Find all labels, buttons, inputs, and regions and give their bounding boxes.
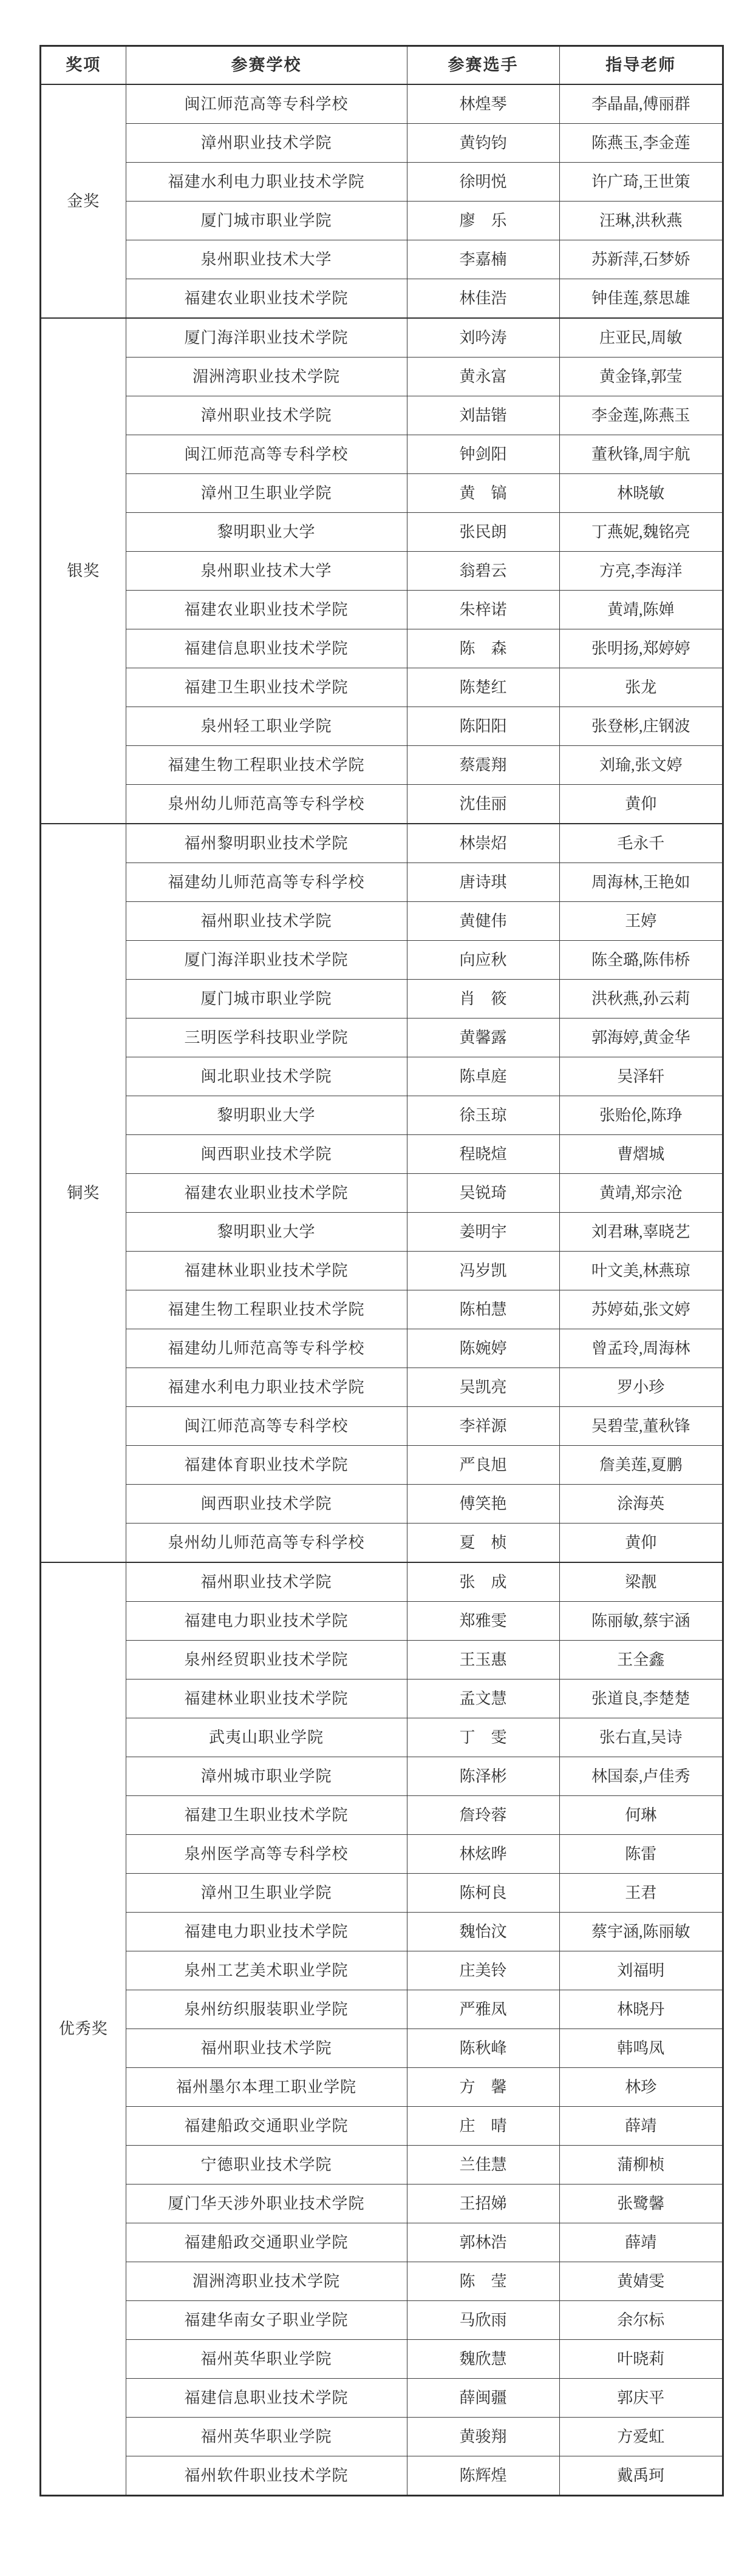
school-cell: 厦门城市职业学院 xyxy=(126,980,407,1019)
teacher-cell: 李金莲,陈燕玉 xyxy=(559,396,723,435)
table-row xyxy=(41,1096,723,1135)
teacher-cell: 郭海婷,黄金华 xyxy=(559,1019,723,1057)
teacher-cell: 黄靖,陈婵 xyxy=(559,591,723,629)
school-cell: 漳州城市职业学院 xyxy=(126,1757,407,1796)
school-cell: 福建信息职业技术学院 xyxy=(126,2379,407,2418)
contestant-cell: 吴凯亮 xyxy=(407,1368,559,1407)
school-cell: 福建电力职业技术学院 xyxy=(126,1913,407,1951)
school-cell: 漳州职业技术学院 xyxy=(126,124,407,163)
table-row xyxy=(41,1718,723,1757)
table-row xyxy=(41,240,723,279)
contestant-cell: 方 馨 xyxy=(407,2068,559,2107)
table-row xyxy=(41,824,723,863)
table-row xyxy=(41,1252,723,1290)
contestant-cell: 陈泽彬 xyxy=(407,1757,559,1796)
table-row xyxy=(41,435,723,474)
contestant-cell: 郑雅雯 xyxy=(407,1602,559,1641)
table-row xyxy=(41,1562,723,1602)
award-cell: 银奖 xyxy=(41,318,126,824)
school-cell: 厦门城市职业学院 xyxy=(126,202,407,240)
table-row xyxy=(41,163,723,202)
school-cell: 黎明职业大学 xyxy=(126,1096,407,1135)
school-cell: 厦门华天涉外职业技术学院 xyxy=(126,2185,407,2223)
school-cell: 福州软件职业技术学院 xyxy=(126,2456,407,2496)
contestant-cell: 吴锐琦 xyxy=(407,1174,559,1213)
teacher-cell: 涂海英 xyxy=(559,1485,723,1524)
school-cell: 福建农业职业技术学院 xyxy=(126,591,407,629)
school-cell: 闽西职业技术学院 xyxy=(126,1135,407,1174)
contestant-cell: 林崇炤 xyxy=(407,824,559,863)
school-cell: 武夷山职业学院 xyxy=(126,1718,407,1757)
school-cell: 福州英华职业学院 xyxy=(126,2340,407,2379)
school-cell: 闽江师范高等专科学校 xyxy=(126,84,407,124)
contestant-cell: 向应秋 xyxy=(407,941,559,980)
table-row xyxy=(41,2418,723,2456)
contestant-cell: 魏怡汶 xyxy=(407,1913,559,1951)
school-cell: 厦门海洋职业技术学院 xyxy=(126,318,407,358)
school-cell: 漳州卫生职业学院 xyxy=(126,1874,407,1913)
column-header-award: 奖项 xyxy=(41,46,126,84)
school-cell: 福建体育职业技术学院 xyxy=(126,1446,407,1485)
teacher-cell: 薛靖 xyxy=(559,2223,723,2262)
school-cell: 福州墨尔本理工职业学院 xyxy=(126,2068,407,2107)
school-cell: 福建卫生职业技术学院 xyxy=(126,668,407,707)
teacher-cell: 叶文美,林燕琼 xyxy=(559,1252,723,1290)
school-cell: 福建林业职业技术学院 xyxy=(126,1679,407,1718)
table-row xyxy=(41,2301,723,2340)
teacher-cell: 黄靖,郑宗沧 xyxy=(559,1174,723,1213)
table-row xyxy=(41,1641,723,1679)
table-row xyxy=(41,279,723,319)
teacher-cell: 丁燕妮,魏铭亮 xyxy=(559,513,723,552)
school-cell: 宁德职业技术学院 xyxy=(126,2146,407,2185)
teacher-cell: 吴泽轩 xyxy=(559,1057,723,1096)
teacher-cell: 毛永千 xyxy=(559,824,723,863)
school-cell: 福州职业技术学院 xyxy=(126,1562,407,1602)
contestant-cell: 张 成 xyxy=(407,1562,559,1602)
teacher-cell: 蒲柳桢 xyxy=(559,2146,723,2185)
teacher-cell: 何琳 xyxy=(559,1796,723,1835)
contestant-cell: 黄馨露 xyxy=(407,1019,559,1057)
school-cell: 泉州轻工职业学院 xyxy=(126,707,407,746)
contestant-cell: 詹玲蓉 xyxy=(407,1796,559,1835)
table-row xyxy=(41,1990,723,2029)
table-row xyxy=(41,2029,723,2068)
school-cell: 黎明职业大学 xyxy=(126,513,407,552)
table-row xyxy=(41,941,723,980)
teacher-cell: 张龙 xyxy=(559,668,723,707)
contestant-cell: 刘吟涛 xyxy=(407,318,559,358)
table-row xyxy=(41,1524,723,1563)
table-row xyxy=(41,1368,723,1407)
teacher-cell: 汪琳,洪秋燕 xyxy=(559,202,723,240)
table-row xyxy=(41,1951,723,1990)
contestant-cell: 严雅凤 xyxy=(407,1990,559,2029)
column-header-school: 参赛学校 xyxy=(126,46,407,84)
teacher-cell: 黄婧雯 xyxy=(559,2262,723,2301)
teacher-cell: 王君 xyxy=(559,1874,723,1913)
school-cell: 闽北职业技术学院 xyxy=(126,1057,407,1096)
column-header-teacher: 指导老师 xyxy=(559,46,723,84)
school-cell: 福建生物工程职业技术学院 xyxy=(126,1290,407,1329)
table-row xyxy=(41,1174,723,1213)
contestant-cell: 魏欣慧 xyxy=(407,2340,559,2379)
teacher-cell: 董秋锋,周宇航 xyxy=(559,435,723,474)
school-cell: 漳州职业技术学院 xyxy=(126,396,407,435)
table-row xyxy=(41,1290,723,1329)
contestant-cell: 陈柏慧 xyxy=(407,1290,559,1329)
contestant-cell: 徐玉琼 xyxy=(407,1096,559,1135)
award-cell: 优秀奖 xyxy=(41,1562,126,2495)
contestant-cell: 黄永富 xyxy=(407,358,559,396)
school-cell: 泉州幼儿师范高等专科学校 xyxy=(126,1524,407,1563)
contestant-cell: 刘喆锴 xyxy=(407,396,559,435)
table-row xyxy=(41,2146,723,2185)
table-row xyxy=(41,1835,723,1874)
contestant-cell: 陈阳阳 xyxy=(407,707,559,746)
teacher-cell: 李晶晶,傅丽群 xyxy=(559,84,723,124)
school-cell: 福建水利电力职业技术学院 xyxy=(126,163,407,202)
teacher-cell: 刘福明 xyxy=(559,1951,723,1990)
table-row xyxy=(41,2262,723,2301)
contestant-cell: 李祥源 xyxy=(407,1407,559,1446)
school-cell: 泉州医学高等专科学校 xyxy=(126,1835,407,1874)
contestant-cell: 陈 莹 xyxy=(407,2262,559,2301)
contestant-cell: 郭林浩 xyxy=(407,2223,559,2262)
contestant-cell: 廖 乐 xyxy=(407,202,559,240)
school-cell: 福建幼儿师范高等专科学校 xyxy=(126,863,407,902)
school-cell: 泉州职业技术大学 xyxy=(126,552,407,591)
table-row xyxy=(41,2107,723,2146)
contestant-cell: 黄骏翔 xyxy=(407,2418,559,2456)
teacher-cell: 黄金锋,郭莹 xyxy=(559,358,723,396)
contestant-cell: 陈柯良 xyxy=(407,1874,559,1913)
teacher-cell: 方爱虹 xyxy=(559,2418,723,2456)
contestant-cell: 程晓煊 xyxy=(407,1135,559,1174)
school-cell: 福建船政交通职业学院 xyxy=(126,2107,407,2146)
school-cell: 黎明职业大学 xyxy=(126,1213,407,1252)
contestant-cell: 孟文慧 xyxy=(407,1679,559,1718)
table-row xyxy=(41,1602,723,1641)
teacher-cell: 王全鑫 xyxy=(559,1641,723,1679)
contestant-cell: 庄 晴 xyxy=(407,2107,559,2146)
table-row xyxy=(41,1135,723,1174)
school-cell: 福建幼儿师范高等专科学校 xyxy=(126,1329,407,1368)
school-cell: 泉州经贸职业技术学院 xyxy=(126,1641,407,1679)
table-row xyxy=(41,629,723,668)
table-row xyxy=(41,1019,723,1057)
contestant-cell: 唐诗琪 xyxy=(407,863,559,902)
contestant-cell: 姜明宇 xyxy=(407,1213,559,1252)
teacher-cell: 王婷 xyxy=(559,902,723,941)
contestant-cell: 肖 筱 xyxy=(407,980,559,1019)
table-row xyxy=(41,1407,723,1446)
teacher-cell: 詹美莲,夏鹏 xyxy=(559,1446,723,1485)
table-row xyxy=(41,707,723,746)
table-row xyxy=(41,2340,723,2379)
contestant-cell: 翁碧云 xyxy=(407,552,559,591)
table-row xyxy=(41,1213,723,1252)
table-row xyxy=(41,2223,723,2262)
table-row xyxy=(41,1679,723,1718)
contestant-cell: 沈佳丽 xyxy=(407,785,559,824)
table-row xyxy=(41,746,723,785)
teacher-cell: 庄亚民,周敏 xyxy=(559,318,723,358)
contestant-cell: 黄健伟 xyxy=(407,902,559,941)
teacher-cell: 罗小珍 xyxy=(559,1368,723,1407)
contestant-cell: 蔡震翔 xyxy=(407,746,559,785)
contestant-cell: 傅笑艳 xyxy=(407,1485,559,1524)
contestant-cell: 林煌琴 xyxy=(407,84,559,124)
school-cell: 泉州幼儿师范高等专科学校 xyxy=(126,785,407,824)
contestant-cell: 张民朗 xyxy=(407,513,559,552)
school-cell: 福州职业技术学院 xyxy=(126,902,407,941)
contestant-cell: 朱梓诺 xyxy=(407,591,559,629)
teacher-cell: 曾孟玲,周海林 xyxy=(559,1329,723,1368)
contestant-cell: 陈 森 xyxy=(407,629,559,668)
contestant-cell: 林佳浩 xyxy=(407,279,559,319)
table-row xyxy=(41,2068,723,2107)
teacher-cell: 刘瑜,张文婷 xyxy=(559,746,723,785)
table-row xyxy=(41,591,723,629)
table-row xyxy=(41,1874,723,1913)
teacher-cell: 林珍 xyxy=(559,2068,723,2107)
table-row xyxy=(41,2185,723,2223)
contestant-cell: 夏 桢 xyxy=(407,1524,559,1563)
teacher-cell: 张贻伦,陈琤 xyxy=(559,1096,723,1135)
contestant-cell: 陈楚红 xyxy=(407,668,559,707)
teacher-cell: 林晓敏 xyxy=(559,474,723,513)
award-cell: 铜奖 xyxy=(41,824,126,1562)
table-row xyxy=(41,785,723,824)
table-row xyxy=(41,902,723,941)
teacher-cell: 陈丽敏,蔡宇涵 xyxy=(559,1602,723,1641)
award-cell: 金奖 xyxy=(41,84,126,318)
table-row xyxy=(41,1913,723,1951)
school-cell: 福建信息职业技术学院 xyxy=(126,629,407,668)
teacher-cell: 刘君琳,辜晓艺 xyxy=(559,1213,723,1252)
table-row xyxy=(41,202,723,240)
contestant-cell: 马欣雨 xyxy=(407,2301,559,2340)
school-cell: 厦门海洋职业技术学院 xyxy=(126,941,407,980)
teacher-cell: 张登彬,庄钢波 xyxy=(559,707,723,746)
table-row xyxy=(41,84,723,124)
table-row xyxy=(41,552,723,591)
table-row xyxy=(41,980,723,1019)
teacher-cell: 张鹭馨 xyxy=(559,2185,723,2223)
table-row xyxy=(41,1446,723,1485)
table-row xyxy=(41,358,723,396)
teacher-cell: 张道良,李楚楚 xyxy=(559,1679,723,1718)
teacher-cell: 洪秋燕,孙云莉 xyxy=(559,980,723,1019)
table-row xyxy=(41,1796,723,1835)
teacher-cell: 苏新萍,石梦娇 xyxy=(559,240,723,279)
contestant-cell: 王玉惠 xyxy=(407,1641,559,1679)
teacher-cell: 苏婷茹,张文婷 xyxy=(559,1290,723,1329)
teacher-cell: 钟佳莲,蔡思雄 xyxy=(559,279,723,319)
contestant-cell: 严良旭 xyxy=(407,1446,559,1485)
column-header-contestant: 参赛选手 xyxy=(407,46,559,84)
teacher-cell: 戴禹珂 xyxy=(559,2456,723,2496)
school-cell: 闽江师范高等专科学校 xyxy=(126,435,407,474)
school-cell: 福建生物工程职业技术学院 xyxy=(126,746,407,785)
school-cell: 泉州职业技术大学 xyxy=(126,240,407,279)
school-cell: 福建林业职业技术学院 xyxy=(126,1252,407,1290)
teacher-cell: 薛靖 xyxy=(559,2107,723,2146)
school-cell: 泉州工艺美术职业学院 xyxy=(126,1951,407,1990)
contestant-cell: 李嘉楠 xyxy=(407,240,559,279)
contestant-cell: 丁 雯 xyxy=(407,1718,559,1757)
school-cell: 福建船政交通职业学院 xyxy=(126,2223,407,2262)
teacher-cell: 叶晓莉 xyxy=(559,2340,723,2379)
contestant-cell: 王招娣 xyxy=(407,2185,559,2223)
contestant-cell: 黄钧钧 xyxy=(407,124,559,163)
contestant-cell: 兰佳慧 xyxy=(407,2146,559,2185)
table-row xyxy=(41,1329,723,1368)
contestant-cell: 黄 镐 xyxy=(407,474,559,513)
teacher-cell: 张明扬,郑婷婷 xyxy=(559,629,723,668)
contestant-cell: 林炫晔 xyxy=(407,1835,559,1874)
table-row xyxy=(41,1485,723,1524)
school-cell: 福建华南女子职业学院 xyxy=(126,2301,407,2340)
contestant-cell: 陈辉煌 xyxy=(407,2456,559,2496)
teacher-cell: 黄仰 xyxy=(559,785,723,824)
table-row xyxy=(41,318,723,358)
table-row xyxy=(41,2456,723,2496)
school-cell: 闽西职业技术学院 xyxy=(126,1485,407,1524)
school-cell: 湄洲湾职业技术学院 xyxy=(126,358,407,396)
table-row xyxy=(41,124,723,163)
teacher-cell: 余尔标 xyxy=(559,2301,723,2340)
teacher-cell: 许广琦,王世策 xyxy=(559,163,723,202)
teacher-cell: 周海林,王艳如 xyxy=(559,863,723,902)
teacher-cell: 蔡宇涵,陈丽敏 xyxy=(559,1913,723,1951)
contestant-cell: 徐明悦 xyxy=(407,163,559,202)
contestant-cell: 陈卓庭 xyxy=(407,1057,559,1096)
school-cell: 福建农业职业技术学院 xyxy=(126,1174,407,1213)
school-cell: 福州黎明职业技术学院 xyxy=(126,824,407,863)
table-row xyxy=(41,474,723,513)
school-cell: 福建农业职业技术学院 xyxy=(126,279,407,319)
teacher-cell: 曹熠城 xyxy=(559,1135,723,1174)
table-row xyxy=(41,1057,723,1096)
contestant-cell: 庄美铃 xyxy=(407,1951,559,1990)
teacher-cell: 梁靓 xyxy=(559,1562,723,1602)
contestant-cell: 钟剑阳 xyxy=(407,435,559,474)
teacher-cell: 韩鸣凤 xyxy=(559,2029,723,2068)
teacher-cell: 陈雷 xyxy=(559,1835,723,1874)
school-cell: 泉州纺织服装职业学院 xyxy=(126,1990,407,2029)
table-row xyxy=(41,2379,723,2418)
table-row xyxy=(41,396,723,435)
header-row xyxy=(41,46,723,84)
teacher-cell: 郭庆平 xyxy=(559,2379,723,2418)
contestant-cell: 薛闽疆 xyxy=(407,2379,559,2418)
teacher-cell: 黄仰 xyxy=(559,1524,723,1563)
school-cell: 福建水利电力职业技术学院 xyxy=(126,1368,407,1407)
table-row xyxy=(41,668,723,707)
teacher-cell: 陈全璐,陈伟桥 xyxy=(559,941,723,980)
school-cell: 福建卫生职业技术学院 xyxy=(126,1796,407,1835)
school-cell: 福州职业技术学院 xyxy=(126,2029,407,2068)
school-cell: 湄洲湾职业技术学院 xyxy=(126,2262,407,2301)
school-cell: 闽江师范高等专科学校 xyxy=(126,1407,407,1446)
awards-table xyxy=(40,46,723,2496)
teacher-cell: 张右直,吴诗 xyxy=(559,1718,723,1757)
school-cell: 三明医学科技职业学院 xyxy=(126,1019,407,1057)
school-cell: 福州英华职业学院 xyxy=(126,2418,407,2456)
contestant-cell: 陈秋峰 xyxy=(407,2029,559,2068)
teacher-cell: 林晓丹 xyxy=(559,1990,723,2029)
teacher-cell: 陈燕玉,李金莲 xyxy=(559,124,723,163)
teacher-cell: 林国泰,卢佳秀 xyxy=(559,1757,723,1796)
teacher-cell: 方亮,李海洋 xyxy=(559,552,723,591)
contestant-cell: 陈婉婷 xyxy=(407,1329,559,1368)
table-row xyxy=(41,1757,723,1796)
contestant-cell: 冯岁凯 xyxy=(407,1252,559,1290)
teacher-cell: 吴碧莹,董秋锋 xyxy=(559,1407,723,1446)
table-row xyxy=(41,863,723,902)
table-row xyxy=(41,513,723,552)
school-cell: 漳州卫生职业学院 xyxy=(126,474,407,513)
school-cell: 福建电力职业技术学院 xyxy=(126,1602,407,1641)
